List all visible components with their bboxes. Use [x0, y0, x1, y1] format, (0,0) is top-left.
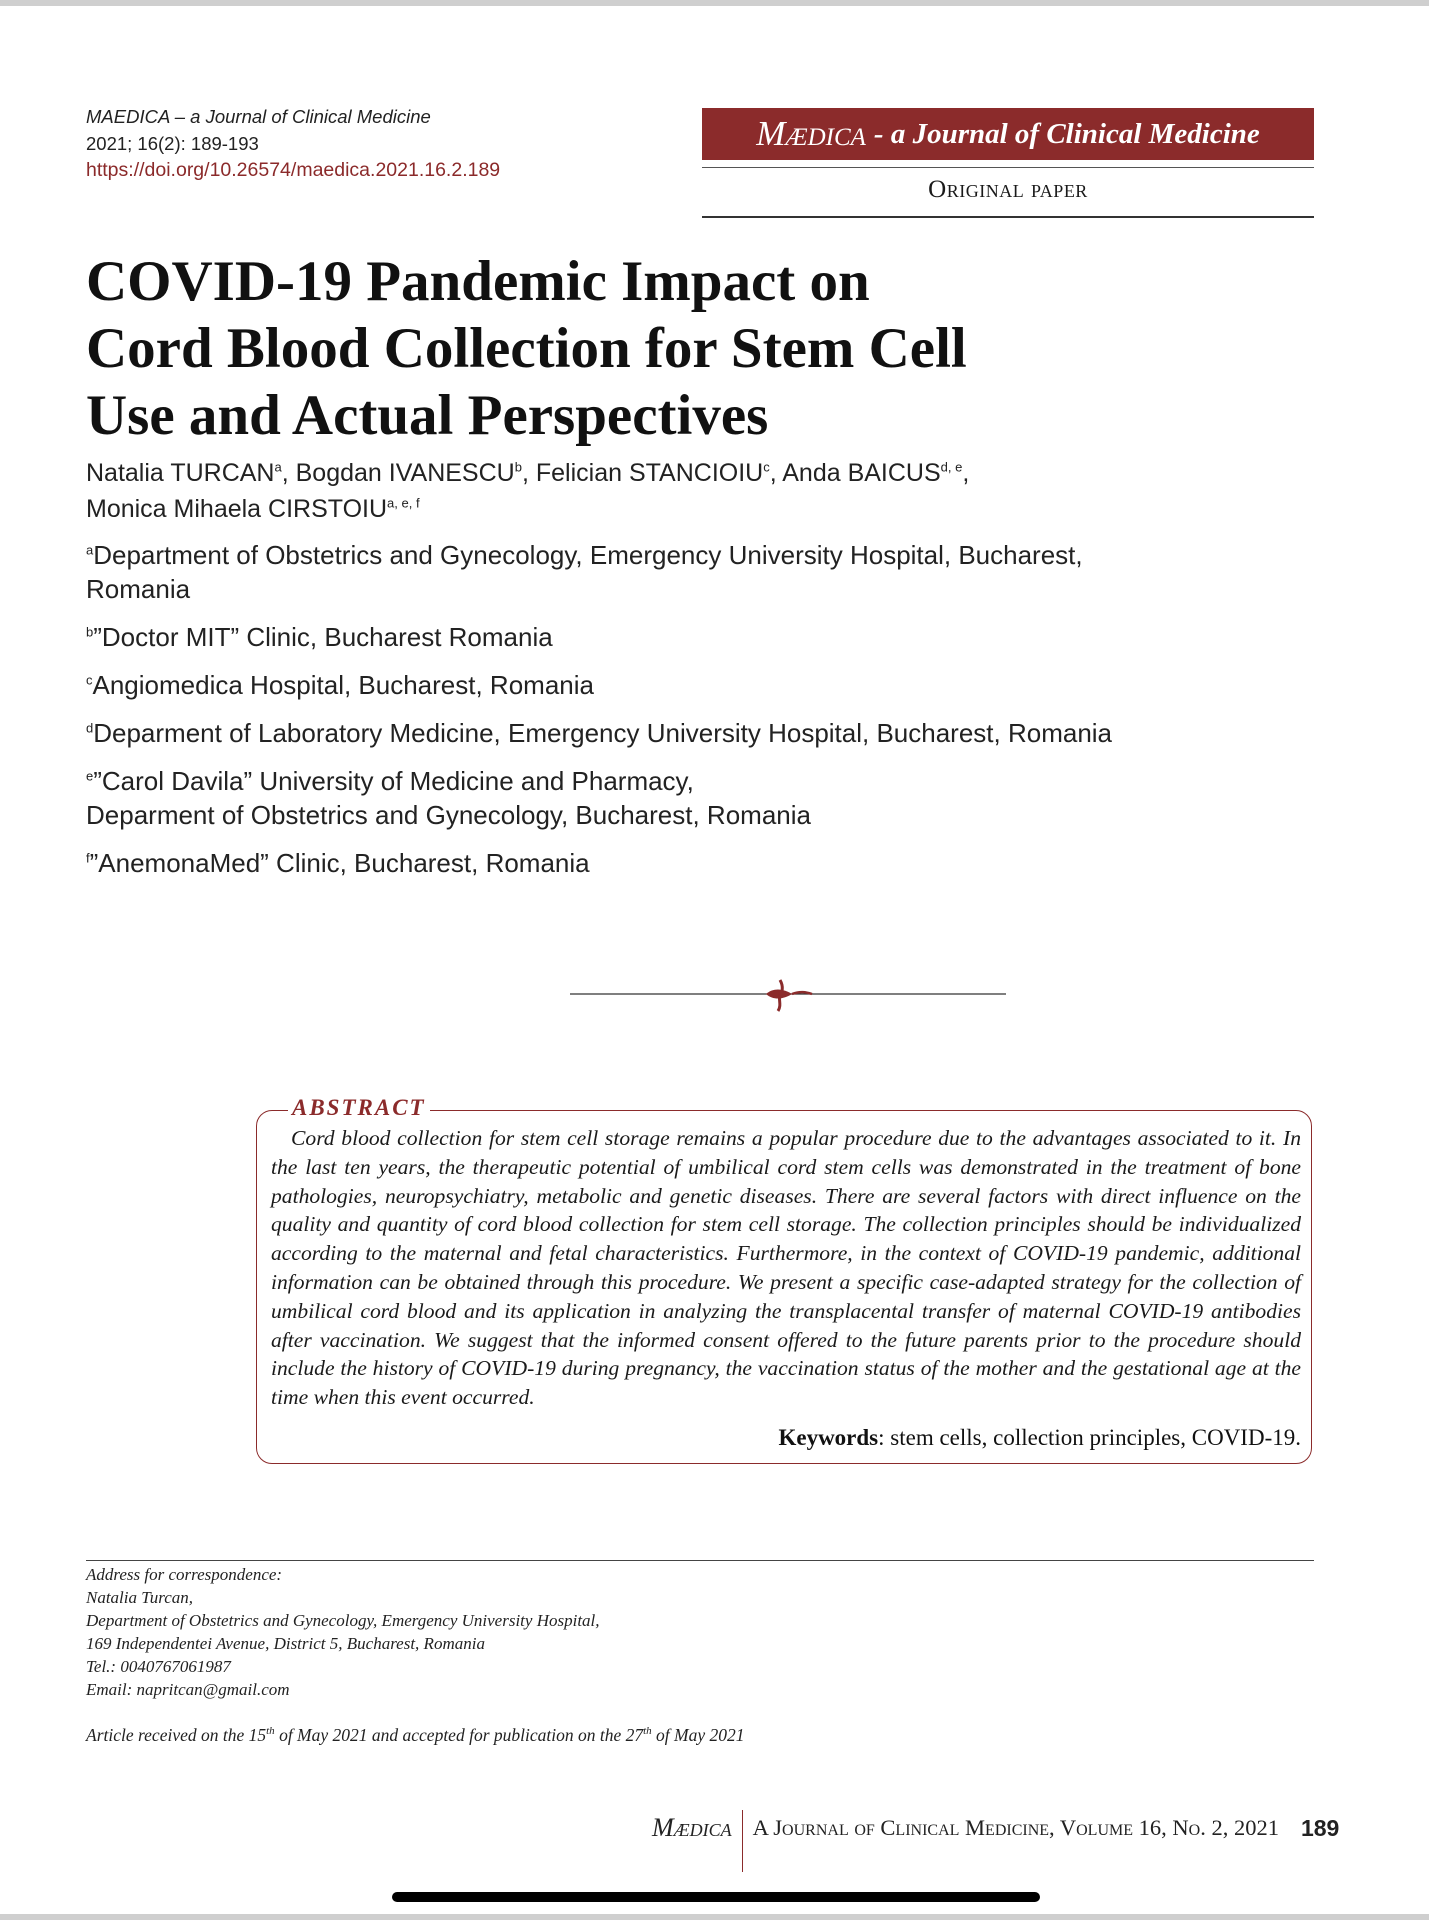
doi-link[interactable]: https://doi.org/10.26574/maedica.2021.16.2.189	[86, 159, 501, 181]
title-line: Use and Actual Perspectives	[86, 384, 769, 447]
affiliation	[86, 846, 1112, 880]
affiliation-list	[86, 538, 1112, 894]
affiliation-text: ”Carol Davila” University of Medicine and Pharmacy,	[93, 766, 694, 796]
title-line: COVID-19 Pandemic Impact on	[86, 250, 870, 313]
author-name: Monica Mihaela CIRSTOIU	[86, 495, 388, 523]
affiliation-text: ”AnemonaMed” Clinic, Bucharest, Romania	[89, 848, 590, 878]
author-affiliation-mark: a, e, f	[387, 495, 420, 511]
affiliation-mark: b	[86, 624, 94, 640]
affiliation-mark: f	[86, 850, 90, 866]
journal-name: MAEDICA – a Journal of Clinical Medicine	[86, 106, 431, 127]
affiliation-text: Angiomedica Hospital, Bucharest, Romania	[92, 670, 594, 700]
divider-ornament-icon	[570, 975, 1006, 1015]
paper-type-rule	[702, 216, 1314, 218]
footer-brand: Mædica	[652, 1813, 732, 1842]
affiliation-mark: e	[86, 768, 94, 784]
correspondence-line: Natalia Turcan,	[86, 1588, 194, 1607]
correspondence-line: 169 Independentei Avenue, District 5, Bucharest, Romania	[86, 1634, 485, 1653]
affiliation	[86, 620, 1112, 654]
author-affiliation-mark: d, e	[940, 459, 963, 475]
affiliation-text: Department of Obstetrics and Gynecology, Emergency University Hospital, Bucharest,	[93, 540, 1083, 570]
home-indicator[interactable]	[392, 1892, 1040, 1902]
correspondence-email: Email: napritcan@gmail.com	[86, 1680, 290, 1699]
abstract-heading: ABSTRACT	[288, 1095, 430, 1121]
received-dates: Article received on the 15th of May 2021 and accepted for publication on the 27th of May 2021	[86, 1725, 745, 1745]
citation-block	[86, 103, 500, 184]
keywords	[271, 1425, 1301, 1451]
author-affiliation-mark: c	[763, 459, 770, 475]
correspondence-line: Department of Obstetrics and Gynecology, Emergency University Hospital,	[86, 1611, 600, 1630]
author-affiliation-mark: b	[514, 459, 522, 475]
affiliation	[86, 538, 1112, 606]
affiliation-mark: a	[86, 542, 94, 558]
affiliation-mark: c	[86, 672, 93, 688]
footer-journal: A Journal of Clinical Medicine, Volume 16, No. 2, 2021	[752, 1815, 1279, 1840]
author-line: Natalia TURCAN$^a$, Bogdan IVANESCU$^b$, Felician STANCIOIU$^c$, Anda BAICUS$^{d, e}$,	[86, 459, 970, 487]
affiliation-text: Deparment of Obstetrics and Gynecology, Bucharest, Romania	[86, 800, 811, 830]
banner-brand: Mædica	[756, 114, 866, 153]
affiliation-text: Romania	[86, 574, 191, 604]
footnote-rule	[86, 1560, 1314, 1561]
affiliation-text: ”Doctor MIT” Clinic, Bucharest Romania	[93, 622, 553, 652]
correspondence-line: Tel.: 0040767061987	[86, 1657, 231, 1676]
affiliation-text: Deparment of Laboratory Medicine, Emergency University Hospital, Bucharest, Romania	[93, 718, 1113, 748]
title-line: Cord Blood Collection for Stem Cell	[86, 317, 967, 380]
author-affiliation-mark: a	[274, 459, 282, 475]
abstract-text: Cord blood collection for stem cell storage remains a popular procedure due to the advantages associated to it. In the last ten years, the therapeutic potential of umbilical cord stem cells was demonstrated in the treatment of bone pathologies, neuropsychiatry, metabolic and genetic diseases. There are several factors with direct influence on the quality and quantity of cord blood collection for stem cell storage. The collection principles should be individualized according to the maternal and fetal characteristics. Furthermore, in the context of COVID-19 pandemic, additional information can be obtained through this procedure. We present a specific case-adapted strategy for the collection of umbilical cord blood and its application in analyzing the transplacental transfer of maternal COVID-19 antibodies after vaccination. We suggest that the informed consent offered to the future parents prior to the procedure should include the history of COVID-19 during pregnancy, the vaccination status of the mother and the gestational age at the time when this event occurred.	[271, 1126, 1301, 1410]
keywords-label: Keywords	[778, 1425, 879, 1450]
author-list	[86, 455, 969, 527]
page-footer	[652, 1810, 1339, 1870]
affiliation	[86, 668, 1112, 702]
author-line	[86, 491, 969, 527]
affiliation	[86, 716, 1112, 750]
bottom-border	[0, 1914, 1429, 1920]
banner-subtitle: - a Journal of Clinical Medicine	[873, 117, 1260, 150]
author-name: Bogdan IVANESCU	[295, 459, 515, 487]
author-name: Felician STANCIOIU	[535, 459, 764, 487]
paper-type: Original paper	[928, 176, 1088, 203]
top-border	[0, 0, 1429, 6]
affiliation-mark: d	[86, 720, 94, 736]
banner-rule	[702, 167, 1314, 168]
paper-title	[86, 248, 1186, 449]
citation-volume: 2021; 16(2): 189-193	[86, 133, 259, 154]
author-name: Natalia TURCAN	[86, 459, 275, 487]
page-number: 189	[1300, 1815, 1340, 1841]
correspondence-block	[86, 1563, 600, 1701]
journal-banner	[702, 108, 1314, 160]
keywords-list: : stem cells, collection principles, COVID-19.	[878, 1425, 1301, 1450]
correspondence-line: Address for correspondence:	[86, 1565, 283, 1584]
affiliation	[86, 764, 1112, 832]
author-name: Anda BAICUS	[782, 459, 941, 487]
